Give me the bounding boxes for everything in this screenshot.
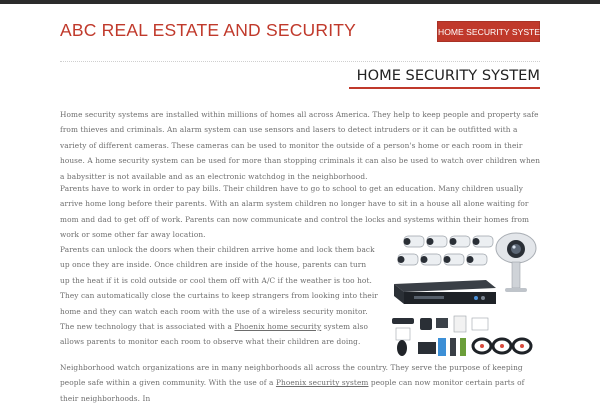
security-camera-kit-image [390, 230, 540, 358]
header-divider [60, 61, 540, 62]
paragraph-4 [60, 360, 540, 406]
paragraph-2: Parents have to work in order to pay bills. Their children have to go to school to get an education. Many children usually arrive home long before their parents. With an alarm system children no longer have to sit in a house all alone waiting for mom and dad to get off of work. Parents can now communicate and control the locks and systems within their homes from work or some other far away location. [60, 184, 530, 240]
paragraph-1: Home security systems are installed within millions of homes all across America. They help to keep people and property safe from thieves and criminals. An alarm system can use sensors and lasers to detect intruders or it can be outfitted with a variety of different cameras. These cameras can be used to monitor the outside of a person's home or each room in their house. A home security system can be used for more than stopping criminals it can also be used to watch over children when a babysitter is not available and as an electronic watchdog in the neighborhood. [60, 110, 541, 181]
dvr-recorder-icon [394, 280, 496, 304]
phoenix-home-security-link[interactable]: Phoenix home security [234, 322, 322, 332]
site-title[interactable]: ABC REAL ESTATE AND SECURITY [60, 20, 357, 40]
paragraph-3 [60, 242, 378, 350]
paragraph-4-text-a: Neighborhood watch organizations are in many neighborhoods all across the country. They serve the purpose of keeping people safe within a given community. With the use of a [60, 363, 523, 388]
paragraph-4-text-b: people can now monitor certain parts of their neighborhoods. In [60, 378, 525, 403]
paragraph-3-text-b: system also allows parents to monitor each room to observe what their children are doing. [60, 322, 368, 347]
top-bar [0, 0, 600, 4]
phoenix-security-system-link[interactable]: Phoenix security system [275, 378, 369, 388]
page-title: HOME SECURITY SYSTEM [356, 67, 540, 84]
page-title-underline [349, 87, 540, 89]
paragraph-3-text-a: Parents can unlock the doors when their children arrive home and lock them back up once they are inside. Once children are inside of the house, parents can turn up the heat if it is cold outside or cool them off with A/C if the weather is too hot. They can automatically close the curtains to keep strangers from looking into their home and they can watch each room with the use of a wireless security monitor. The new technology that is associated with a [60, 245, 378, 332]
nav-home-security-system[interactable]: HOME SECURITY SYSTEM [437, 21, 540, 42]
